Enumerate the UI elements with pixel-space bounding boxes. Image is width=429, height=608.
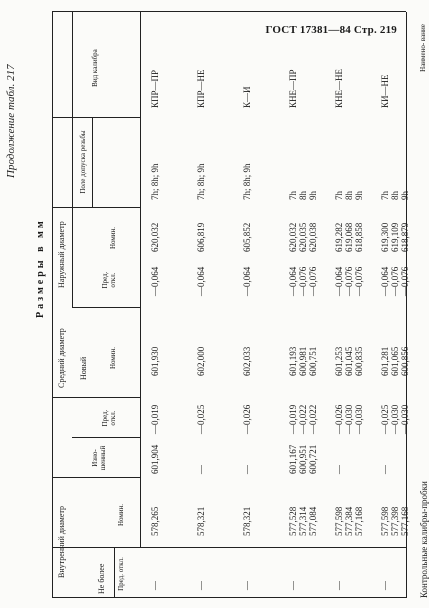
ne-bolee-line [114,584,115,598]
header-group-line [72,12,73,308]
cell-line: 619,282 [334,222,344,252]
inner-diameter-header: Внутренний диаметр [57,506,66,578]
kind-header: Вид калибра [91,49,99,87]
cell-line: —0,064 [380,266,390,296]
cell-line: 601,045 [344,346,354,376]
cell-line: —0,025 [380,404,390,434]
cell-line: —0,022 [298,404,308,434]
cell-line: 7h; 8h; 9h [196,163,206,200]
cell-line: 600,751 [308,346,318,376]
col-line-5 [52,397,140,398]
inner-diameter-dev-header: Пред. откл. [117,557,125,591]
cell-kind: КПР—ПР [150,69,160,108]
table-top-border [52,12,53,598]
cell-line: —0,019 [288,404,298,434]
cell-line: 577,168 [400,506,410,536]
cell-m-nom [196,347,206,376]
cell-m-dev [334,405,364,434]
header-bottom-line [140,12,141,548]
cell-line: — [196,581,206,590]
cell-line: — [380,465,390,474]
cell-m-nom [380,347,410,376]
cell-line: —0,076 [390,266,400,296]
cell-m-dev [242,405,252,434]
cell-line: 602,000 [196,346,206,376]
col-line-9 [52,11,406,12]
cell-line: — [334,581,344,590]
tolerance-header: Поле допуска резьбы [79,130,87,194]
cell-line: —0,076 [298,266,308,296]
cell-tol [150,163,160,200]
cell-line: 578,321 [196,506,206,536]
cell-line: —0,076 [400,266,410,296]
cell-line: —0,022 [308,404,318,434]
cell-o-dev [242,267,252,296]
col-line-8 [52,117,140,118]
cell-line: 7h; 8h; 9h [150,163,160,200]
cell-i-nom [196,507,206,536]
cell-line: 600,981 [298,346,308,376]
cell-kind: К—И [242,86,252,108]
cell-tol [288,191,318,200]
cell-line: —0,025 [196,404,206,434]
cell-i-dev [380,581,390,590]
cell-line: —0,030 [344,404,354,434]
cell-line: —0,076 [344,266,354,296]
group-label: Контрольные калибры-пробки [419,481,429,598]
cell-i-dev [242,581,252,590]
cell-i-nom [242,507,252,536]
middle-nom-header: Номин. [109,346,117,370]
cell-o-nom [150,223,160,252]
cell-line: —0,064 [334,266,344,296]
cell-line: 9h [308,191,318,200]
cell-line: 8h [390,191,400,200]
cell-o-nom [380,223,410,252]
cell-line: 601,193 [288,346,298,376]
cell-line: 9h [354,191,364,200]
cell-line: 620,032 [288,222,298,252]
cell-line: 602,033 [242,346,252,376]
cell-worn [196,465,206,474]
cell-line: 619,109 [390,222,400,252]
section-title: Размеры в мм [35,218,46,318]
cell-line: 618,858 [354,222,364,252]
cell-worn [334,465,344,474]
cell-i-dev [334,581,344,590]
cell-line: 578,321 [242,506,252,536]
col-line-4 [72,437,140,438]
cell-worn [288,445,318,474]
cell-line: —0,064 [150,266,160,296]
cell-line: —0,076 [354,266,364,296]
cell-o-dev [196,267,206,296]
cell-line: —0,030 [400,404,410,434]
cell-m-nom [288,347,318,376]
cell-m-dev [288,405,318,434]
outer-dev-header: Пред. откл. [101,271,117,289]
cell-line: 601,065 [390,346,400,376]
cell-line: 577,398 [390,506,400,536]
cell-line: 600,721 [308,444,318,474]
cell-line: —0,030 [354,404,364,434]
cell-line: 619,300 [380,222,390,252]
cell-line: 7h [334,191,344,200]
cell-line: 620,035 [298,222,308,252]
cell-i-nom [288,507,318,536]
outer-nom-header: Номин. [109,226,117,250]
cell-line: —0,026 [242,404,252,434]
cell-line: 8h [344,191,354,200]
cell-line: 601,253 [334,346,344,376]
cell-i-dev [288,581,298,590]
side-title: Продолжение табл. 217 [5,64,17,178]
middle-diameter-header: Средний диаметр [57,328,66,388]
cell-line: 601,281 [380,346,390,376]
outer-diameter-header: Наружный диаметр [57,221,66,288]
cell-o-dev [380,267,410,296]
cell-line: 618,879 [400,222,410,252]
col-line-2 [52,547,406,548]
cell-line: 8h [298,191,308,200]
cell-kind: КИ—НЕ [380,74,390,108]
cell-line: —0,064 [288,266,298,296]
worn-header: Изно- шенный [91,445,107,471]
cell-i-dev [196,581,206,590]
cell-line: 605,852 [242,222,252,252]
page-header: ГОСТ 17381—84 Стр. 219 [265,24,397,36]
cell-line: 577,168 [354,506,364,536]
cell-line: 600,856 [400,346,410,376]
cell-tol [242,163,252,200]
cell-o-nom [334,223,364,252]
col-line-7 [52,207,140,208]
cell-line: 620,032 [150,222,160,252]
cell-kind: КНЕ—НЕ [334,69,344,108]
cell-tol [380,191,410,200]
cell-line: — [196,465,206,474]
cell-line: 7h [288,191,298,200]
cell-line: —0,019 [150,404,160,434]
cell-line: 577,314 [298,506,308,536]
name-header: Наимено- вание [419,24,427,72]
cell-kind: КНЕ—ПР [288,69,298,108]
cell-line: 578,265 [150,506,160,536]
cell-i-nom [380,507,410,536]
cell-tol [196,163,206,200]
cell-line: —0,076 [308,266,318,296]
cell-m-dev [196,405,206,434]
cell-kind: КПР—НЕ [196,69,206,108]
cell-line: 7h [380,191,390,200]
cell-line: — [150,581,160,590]
ne-bolee-line-2 [114,548,115,584]
cell-i-nom [334,507,364,536]
cell-o-nom [242,223,252,252]
cell-line: 600,835 [354,346,364,376]
col-line-6 [72,307,140,308]
cell-line: 577,384 [344,506,354,536]
cell-o-dev [288,267,318,296]
cell-line: —0,064 [242,266,252,296]
cell-line: 9h [400,191,410,200]
cell-i-nom [150,507,160,536]
cell-line: — [288,581,298,590]
cell-m-dev [150,405,160,434]
col-line-3 [52,477,140,478]
cell-line: 606,819 [196,222,206,252]
cell-m-nom [150,347,160,376]
cell-line: — [242,581,252,590]
cell-m-nom [334,347,364,376]
cell-o-dev [150,267,160,296]
ne-bolee-label: Не более [97,563,106,594]
inner-diameter-nom-header: Номин. [117,503,125,527]
new-header: Новый [79,356,88,380]
cell-tol [334,191,364,200]
col-line-1 [52,597,406,598]
cell-m-nom [242,347,252,376]
cell-o-nom [288,223,318,252]
cell-line: — [334,465,344,474]
cell-line: 7h; 8h; 9h [242,163,252,200]
cell-i-dev [150,581,160,590]
cell-worn [150,445,160,474]
cell-m-dev [380,405,410,434]
middle-dev-header: Пред. откл. [101,409,117,427]
cell-o-dev [334,267,364,296]
cell-line: 577,598 [334,506,344,536]
cell-line: 600,951 [298,444,308,474]
cell-line: 619,068 [344,222,354,252]
cell-line: 601,930 [150,346,160,376]
cell-line: 601,904 [150,444,160,474]
cell-o-nom [196,223,206,252]
cell-worn [242,465,252,474]
cell-line: —0,030 [390,404,400,434]
cell-worn [380,465,390,474]
cell-line: 601,167 [288,444,298,474]
cell-line: — [380,581,390,590]
cell-line: —0,064 [196,266,206,296]
header-new-line [92,118,93,208]
cell-line: —0,026 [334,404,344,434]
cell-line: 620,038 [308,222,318,252]
cell-line: 577,528 [288,506,298,536]
cell-line: — [242,465,252,474]
cell-line: 577,084 [308,506,318,536]
cell-line: 577,598 [380,506,390,536]
